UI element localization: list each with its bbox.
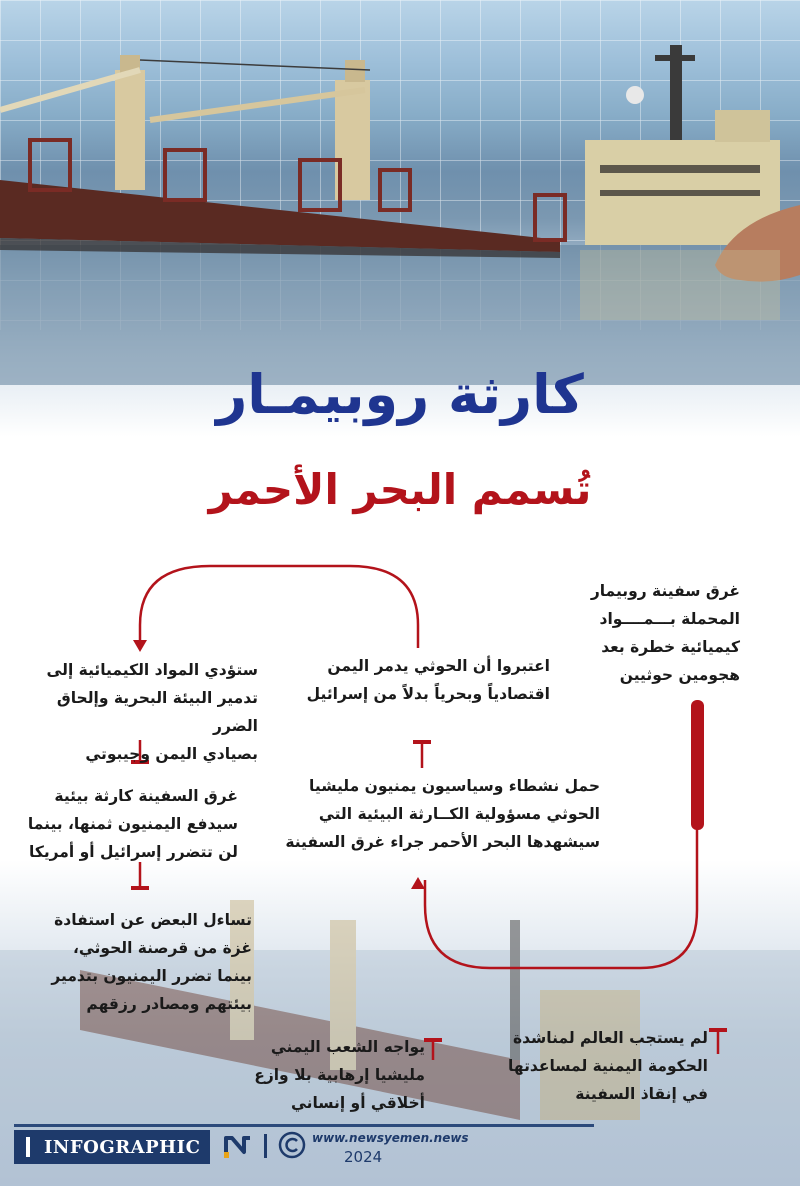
badge-label: INFOGRAPHIC — [44, 1136, 201, 1158]
infographic-badge — [14, 1130, 210, 1164]
text-block-yemeni-people: يواجه الشعب اليمني مليشيا إرهابية بلا وازع أخلاقي أو إنساني — [254, 1038, 425, 1112]
text-block-gaza-question: تساءل البعض عن استفادة غزة من قرصنة الحوثي، بينما تضرر اليمنيون بتدمير بيئتهم ومصادر رزقهم — [51, 911, 252, 1013]
page-title: كارثة روبيمـار — [216, 363, 584, 426]
footer-year: 2024 — [344, 1148, 383, 1166]
newsyemen-logo-icon — [222, 1132, 254, 1162]
text-block-chemical-damage: ستؤدي المواد الكيميائية إلى تدمير البيئة البحرية وإلحاق الضرر بصيادي اليمن وجيبوتي — [46, 661, 258, 763]
text-block-ship-sinking: غرق سفينة روبيمار المحملة بـــمــــواد كيميائية خطرة بعد هجومين حوثيين — [590, 582, 740, 684]
text-block-world-no-response: لم يستجب العالم لمناشدة الحكومة اليمنية لمساعدتها في إنقاذ السفينة — [508, 1029, 708, 1103]
footer-separator — [264, 1134, 267, 1158]
text-block-environmental-disaster: غرق السفينة كارثة بيئية سيدفع اليمنيون ثمنها، بينما لن تتضرر إسرائيل أو أمريكا — [27, 787, 238, 861]
page-subtitle: تُسمم البحر الأحمر — [208, 465, 592, 514]
copyright-icon — [278, 1131, 306, 1159]
text-block-activists-blame: حمل نشطاء وسياسيون يمنيون مليشيا الحوثي مسؤولية الكــارثة البيئية التي سيشهدها البحر الأحمر جراء غرق السفينة — [285, 777, 600, 851]
website-link[interactable]: www.newsyemen.news — [312, 1131, 469, 1145]
badge-bar — [26, 1137, 30, 1157]
footer-divider — [14, 1124, 594, 1127]
text-block-houthi-destroys-yemen: اعتبروا أن الحوثي يدمر اليمن اقتصادياً وبحرياً بدلاً من إسرائيل — [306, 657, 550, 703]
